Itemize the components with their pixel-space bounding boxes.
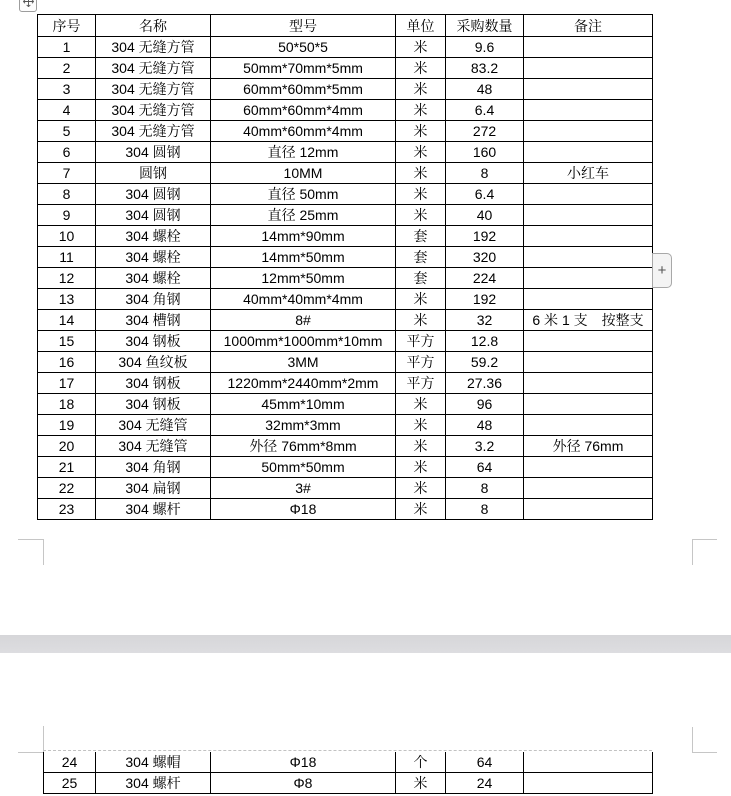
table-cell[interactable]: 48 — [446, 79, 524, 100]
column-header[interactable]: 名称 — [96, 15, 211, 37]
table-cell[interactable] — [524, 226, 653, 247]
table-cell[interactable] — [524, 499, 653, 520]
table-cell[interactable]: 6.4 — [446, 100, 524, 121]
table-row — [38, 247, 653, 268]
table-cell[interactable]: 40mm*60mm*4mm — [211, 121, 396, 142]
table-cell[interactable]: 224 — [446, 268, 524, 289]
table-cell[interactable] — [524, 478, 653, 499]
column-header[interactable]: 序号 — [38, 15, 96, 37]
table-cell[interactable]: 45mm*10mm — [211, 394, 396, 415]
table-cell[interactable]: 米 — [396, 394, 446, 415]
table-cell[interactable]: 304 无缝方管 — [96, 100, 211, 121]
table-cell[interactable] — [524, 331, 653, 352]
table-cell[interactable] — [524, 58, 653, 79]
table-cell[interactable]: 米 — [396, 205, 446, 226]
table-cell[interactable] — [524, 37, 653, 58]
table-row — [38, 58, 653, 79]
table-row — [38, 226, 653, 247]
table-cell[interactable]: 304 角钢 — [96, 289, 211, 310]
table-cell[interactable] — [524, 773, 653, 794]
column-header[interactable]: 单位 — [396, 15, 446, 37]
table-cell[interactable]: 3MM — [211, 352, 396, 373]
table-cell[interactable]: 套 — [396, 247, 446, 268]
table-cell[interactable]: 304 钢板 — [96, 331, 211, 352]
table-cell[interactable]: 50mm*50mm — [211, 457, 396, 478]
table-cell[interactable]: 1220mm*2440mm*2mm — [211, 373, 396, 394]
table-cell[interactable]: 8 — [446, 478, 524, 499]
table-row — [38, 310, 653, 331]
table-cell[interactable]: 304 无缝方管 — [96, 58, 211, 79]
table-cell[interactable]: 米 — [396, 163, 446, 184]
table-cell[interactable]: 4 — [38, 100, 96, 121]
table-cell[interactable]: 11 — [38, 247, 96, 268]
table-cell[interactable]: 304 螺帽 — [96, 752, 211, 773]
table-cell[interactable]: 320 — [446, 247, 524, 268]
table-cell[interactable]: 直径 50mm — [211, 184, 396, 205]
table-cell[interactable]: 40mm*40mm*4mm — [211, 289, 396, 310]
table-cell[interactable]: 21 — [38, 457, 96, 478]
table-row — [38, 163, 653, 184]
table-cell[interactable]: 外径 76mm*8mm — [211, 436, 396, 457]
table-cell[interactable]: 6.4 — [446, 184, 524, 205]
table-cell[interactable]: 304 无缝方管 — [96, 121, 211, 142]
table-cell[interactable]: 304 无缝管 — [96, 436, 211, 457]
table-cell[interactable]: 304 螺杆 — [96, 773, 211, 794]
table-cell[interactable]: 304 角钢 — [96, 457, 211, 478]
table-cell[interactable]: 19 — [38, 415, 96, 436]
insert-handle-button[interactable] — [652, 253, 672, 288]
table-cell[interactable]: 平方 — [396, 352, 446, 373]
table-cell[interactable]: 米 — [396, 121, 446, 142]
table-cell[interactable]: 6 — [38, 142, 96, 163]
table-cell[interactable]: 304 钢板 — [96, 394, 211, 415]
table-cell[interactable]: 米 — [396, 773, 446, 794]
table-row — [38, 289, 653, 310]
table-cell[interactable]: 18 — [38, 394, 96, 415]
table-cell[interactable]: 米 — [396, 142, 446, 163]
table-row — [38, 331, 653, 352]
table-cell[interactable]: 83.2 — [446, 58, 524, 79]
table-cell[interactable]: 304 钢板 — [96, 373, 211, 394]
table-cell[interactable]: 个 — [396, 752, 446, 773]
table-cell[interactable]: 64 — [446, 457, 524, 478]
table-cell[interactable]: 304 无缝管 — [96, 415, 211, 436]
table-cell[interactable]: 米 — [396, 100, 446, 121]
table-cell[interactable]: 40 — [446, 205, 524, 226]
table-cell[interactable]: 304 鱼纹板 — [96, 352, 211, 373]
table-cell[interactable]: 192 — [446, 289, 524, 310]
table-cell[interactable]: 圆钢 — [96, 163, 211, 184]
table-cell[interactable]: 外径 76mm — [524, 436, 653, 457]
table-cell[interactable]: 32 — [446, 310, 524, 331]
procurement-table-page1 — [37, 14, 653, 520]
table-cell[interactable]: 24 — [446, 773, 524, 794]
table-cell[interactable] — [524, 415, 653, 436]
table-row — [38, 373, 653, 394]
table-cell[interactable]: 304 螺栓 — [96, 247, 211, 268]
table-cell[interactable]: 48 — [446, 415, 524, 436]
table-row — [38, 457, 653, 478]
table-cell[interactable]: 304 螺杆 — [96, 499, 211, 520]
table-cell[interactable]: 25 — [44, 773, 96, 794]
table-cell[interactable]: 8 — [38, 184, 96, 205]
table-cell[interactable]: 3.2 — [446, 436, 524, 457]
table-move-handle-clip — [19, 0, 38, 12]
header-row — [38, 15, 653, 37]
table-row — [38, 37, 653, 58]
table-cell[interactable]: 27.36 — [446, 373, 524, 394]
four-way-arrow-icon — [23, 0, 34, 12]
table-cell[interactable]: 22 — [38, 478, 96, 499]
table-row — [38, 268, 653, 289]
table-row — [38, 394, 653, 415]
table-row — [38, 205, 653, 226]
table-cell[interactable]: 米 — [396, 457, 446, 478]
table-cell[interactable]: 59.2 — [446, 352, 524, 373]
table-cell[interactable]: 套 — [396, 268, 446, 289]
table-cell[interactable]: 16 — [38, 352, 96, 373]
table-cell[interactable]: 直径 25mm — [211, 205, 396, 226]
table-row — [38, 100, 653, 121]
column-header[interactable]: 采购数量 — [446, 15, 524, 37]
table-row — [38, 79, 653, 100]
table-cell[interactable]: 6 米 1 支 按整支 — [524, 310, 653, 331]
table-cell[interactable] — [524, 352, 653, 373]
table-cell[interactable] — [524, 752, 653, 773]
table-cell[interactable] — [524, 289, 653, 310]
table-row — [38, 184, 653, 205]
table-cell[interactable]: 米 — [396, 436, 446, 457]
table-row — [38, 436, 653, 457]
table-cell[interactable] — [524, 394, 653, 415]
table-cell[interactable]: 平方 — [396, 331, 446, 352]
table-cell[interactable] — [524, 79, 653, 100]
table-cell[interactable]: 直径 12mm — [211, 142, 396, 163]
table-cell[interactable]: 1000mm*1000mm*10mm — [211, 331, 396, 352]
table-row — [38, 415, 653, 436]
table-cell[interactable]: 8# — [211, 310, 396, 331]
table-cell[interactable]: 50mm*70mm*5mm — [211, 58, 396, 79]
table-cell[interactable] — [524, 205, 653, 226]
table-cell[interactable]: 50*50*5 — [211, 37, 396, 58]
table-cell[interactable]: 304 圆钢 — [96, 184, 211, 205]
table-cell[interactable]: 192 — [446, 226, 524, 247]
table-cell[interactable]: 8 — [446, 163, 524, 184]
table-cell[interactable]: 10MM — [211, 163, 396, 184]
table-cell[interactable] — [524, 373, 653, 394]
table-row — [38, 121, 653, 142]
table-cell[interactable]: 304 无缝方管 — [96, 79, 211, 100]
table-cell[interactable]: 米 — [396, 184, 446, 205]
table-cell[interactable]: 9 — [38, 205, 96, 226]
table-cell[interactable]: 15 — [38, 331, 96, 352]
table-cell[interactable]: 米 — [396, 310, 446, 331]
text-boundary-mark-bottom-left — [18, 539, 44, 565]
table-row — [38, 478, 653, 499]
table-cell[interactable]: 304 圆钢 — [96, 205, 211, 226]
table-cell[interactable]: 304 槽钢 — [96, 310, 211, 331]
table-cell[interactable]: 1 — [38, 37, 96, 58]
table-cell[interactable]: 米 — [396, 415, 446, 436]
table-cell[interactable]: 24 — [44, 752, 96, 773]
table-cell[interactable]: 20 — [38, 436, 96, 457]
table-cell[interactable]: 96 — [446, 394, 524, 415]
table-cell[interactable]: 小红车 — [524, 163, 653, 184]
table-row — [44, 773, 653, 794]
table-row — [38, 142, 653, 163]
text-boundary-mark-bottom-right — [692, 539, 717, 565]
table-cell[interactable]: 12mm*50mm — [211, 268, 396, 289]
table-cell[interactable] — [524, 457, 653, 478]
table-cell[interactable]: 17 — [38, 373, 96, 394]
table-cell[interactable]: 14mm*90mm — [211, 226, 396, 247]
table-cell[interactable]: Φ18 — [211, 752, 396, 773]
table-row — [38, 352, 653, 373]
table-cell[interactable]: 14 — [38, 310, 96, 331]
column-header[interactable]: 备注 — [524, 15, 653, 37]
table-cell[interactable]: 304 螺栓 — [96, 268, 211, 289]
table-cell[interactable] — [524, 247, 653, 268]
table-cell[interactable]: 13 — [38, 289, 96, 310]
table-cell[interactable]: 米 — [396, 58, 446, 79]
table-row — [38, 499, 653, 520]
plus-icon: + — [657, 262, 667, 279]
table-cell[interactable]: 3 — [38, 79, 96, 100]
table-cell[interactable]: 3# — [211, 478, 396, 499]
text-boundary-mark-top-right — [692, 727, 717, 753]
table-cell[interactable]: 7 — [38, 163, 96, 184]
procurement-table-page2 — [43, 752, 653, 794]
table-cell[interactable]: 米 — [396, 37, 446, 58]
table-cell[interactable]: 64 — [446, 752, 524, 773]
table-row — [44, 752, 653, 773]
table-cell[interactable]: 60mm*60mm*5mm — [211, 79, 396, 100]
table-cell[interactable]: 10 — [38, 226, 96, 247]
table-cell[interactable]: 平方 — [396, 373, 446, 394]
table-cell[interactable]: 60mm*60mm*4mm — [211, 100, 396, 121]
table-cell[interactable]: 米 — [396, 79, 446, 100]
table-cell[interactable]: 304 螺栓 — [96, 226, 211, 247]
table-cell[interactable]: 160 — [446, 142, 524, 163]
table-cell[interactable]: 12.8 — [446, 331, 524, 352]
table-cell[interactable] — [524, 184, 653, 205]
table-cell[interactable]: 2 — [38, 58, 96, 79]
table-cell[interactable] — [524, 268, 653, 289]
table-cell[interactable] — [524, 100, 653, 121]
table-split-dashed-line — [43, 750, 652, 751]
table-cell[interactable]: 8 — [446, 499, 524, 520]
column-header[interactable]: 型号 — [211, 15, 396, 37]
table-cell[interactable]: 米 — [396, 289, 446, 310]
table-cell[interactable]: 32mm*3mm — [211, 415, 396, 436]
table-cell[interactable]: 米 — [396, 499, 446, 520]
table-cell[interactable] — [524, 121, 653, 142]
table-cell[interactable]: 5 — [38, 121, 96, 142]
table-cell[interactable]: 米 — [396, 478, 446, 499]
table-cell[interactable]: 9.6 — [446, 37, 524, 58]
table-cell[interactable]: 14mm*50mm — [211, 247, 396, 268]
table-cell[interactable]: Φ8 — [211, 773, 396, 794]
page-break-gap — [0, 635, 731, 653]
table-cell[interactable] — [524, 142, 653, 163]
table-cell[interactable]: Φ18 — [211, 499, 396, 520]
table-move-handle[interactable] — [19, 0, 37, 12]
text-boundary-mark-top-left — [18, 726, 44, 753]
table-cell[interactable]: 272 — [446, 121, 524, 142]
table-cell[interactable]: 304 圆钢 — [96, 142, 211, 163]
table-cell[interactable]: 304 扁钢 — [96, 478, 211, 499]
table-cell[interactable]: 23 — [38, 499, 96, 520]
table-cell[interactable]: 12 — [38, 268, 96, 289]
table-cell[interactable]: 304 无缝方管 — [96, 37, 211, 58]
table-cell[interactable]: 套 — [396, 226, 446, 247]
